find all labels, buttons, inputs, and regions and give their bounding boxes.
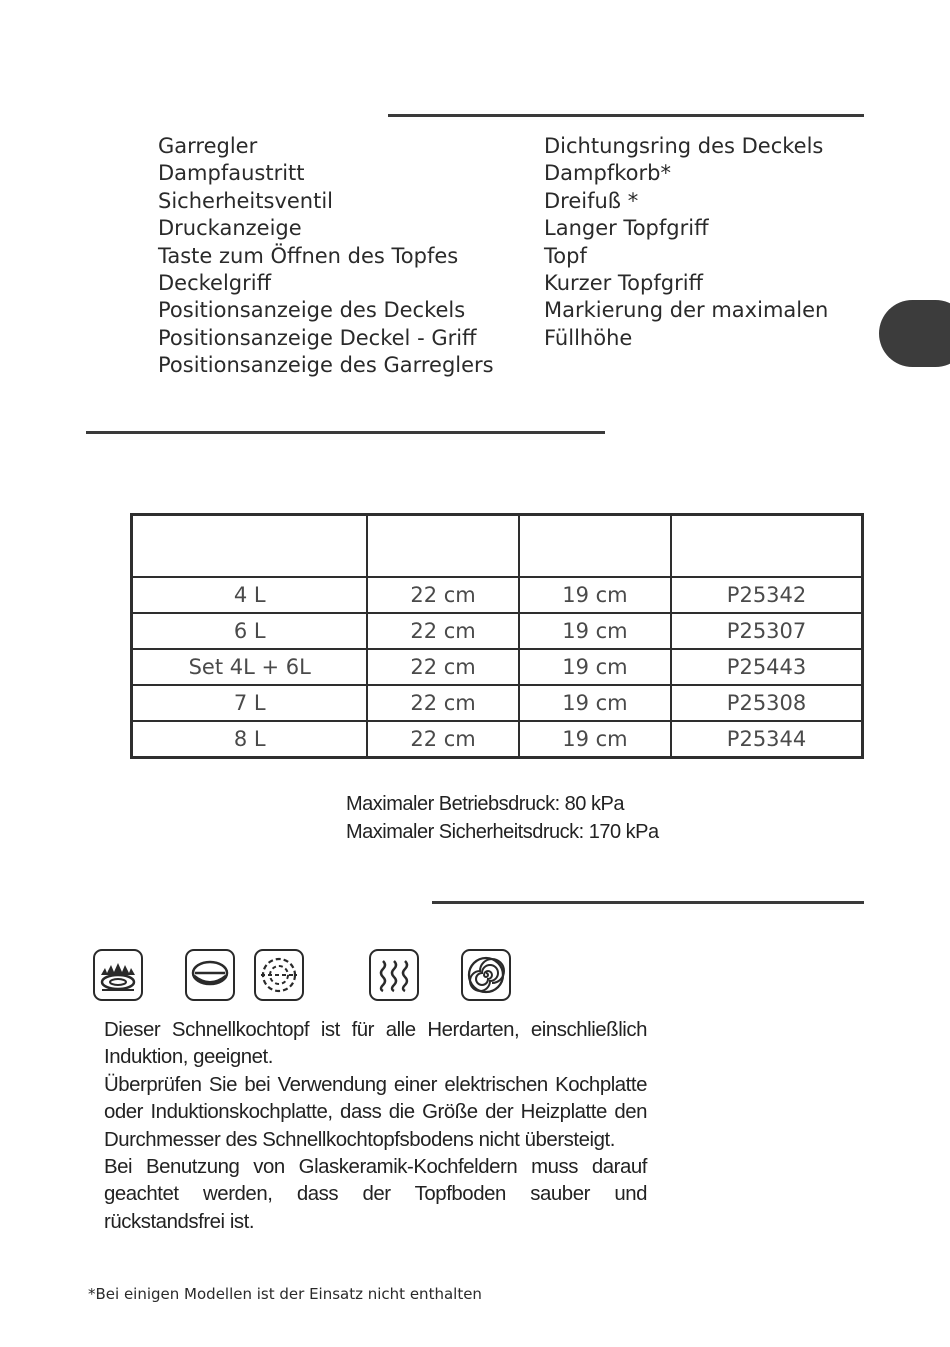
spec-table — [130, 513, 864, 759]
capacity-cell: 8 L — [132, 721, 368, 758]
table-header-cell — [519, 515, 671, 578]
part-item: Garregler — [158, 134, 258, 158]
base-diameter-cell: 19 cm — [519, 577, 671, 613]
part-item: Positionsanzeige des Garreglers — [158, 353, 494, 378]
gas-hob-icon — [93, 949, 143, 1001]
induction-hob-icon — [461, 949, 511, 1001]
capacity-cell: 7 L — [132, 685, 368, 721]
radiant-hob-icon — [369, 949, 419, 1001]
base-diameter-cell: 19 cm — [519, 685, 671, 721]
reference-cell: P25443 — [671, 649, 862, 685]
part-item: Taste zum Öffnen des Topfes — [158, 243, 459, 268]
reference-cell: P25342 — [671, 577, 862, 613]
halogen-hob-icon — [254, 949, 304, 1001]
diameter-cell: 22 cm — [367, 577, 518, 613]
base-diameter-cell: 19 cm — [519, 721, 671, 758]
paragraph: Überprüfen Sie bei Verwendung einer elektrischen Kochplatte oder Induktionskochplatte, dass die Größe der Heizplatte den Durchmesser des Schnellkochtopfsbodens nicht übersteigt. — [104, 1073, 647, 1151]
table-row — [132, 685, 863, 721]
part-item: Deckelgriff — [158, 271, 272, 296]
part-item: Topf — [544, 243, 587, 268]
footnote: *Bei einigen Modellen ist der Einsatz nicht enthalten — [88, 1285, 482, 1303]
diameter-cell: 22 cm — [367, 613, 518, 649]
capacity-cell: 6 L — [132, 613, 368, 649]
diameter-cell: 22 cm — [367, 685, 518, 721]
safety-pressure: Maximaler Sicherheitsdruck: 170 kPa — [346, 820, 659, 843]
section-rule-heat-sources — [432, 901, 864, 904]
part-item: Sicherheitsventil — [158, 188, 334, 213]
hob-icons-row — [0, 949, 950, 1005]
table-header-cell — [367, 515, 518, 578]
part-item: Dampfaustritt — [158, 161, 305, 186]
part-item: Dampfkorb* — [544, 161, 671, 186]
part-item: Kurzer Topfgriff — [544, 271, 704, 296]
parts-list-right — [544, 133, 828, 352]
table-row — [132, 577, 863, 613]
table-row — [132, 649, 863, 685]
capacity-cell: Set 4L + 6L — [132, 649, 368, 685]
base-diameter-cell: 19 cm — [519, 649, 671, 685]
base-diameter-cell: 19 cm — [519, 613, 671, 649]
part-item: Dichtungsring des Deckels — [544, 134, 824, 158]
part-item: Langer Topfgriff — [544, 216, 709, 241]
reference-cell: P25307 — [671, 613, 862, 649]
section-rule-parts — [388, 114, 864, 117]
diameter-cell: 22 cm — [367, 649, 518, 685]
part-item: Positionsanzeige des Deckels — [158, 298, 466, 323]
table-header-row — [132, 515, 863, 578]
diameter-cell: 22 cm — [367, 721, 518, 758]
parts-list-left — [158, 133, 494, 380]
language-tab-marker — [879, 300, 950, 367]
table-row — [132, 613, 863, 649]
part-item: Markierung der maximalen — [544, 298, 829, 323]
paragraph: Dieser Schnellkochtopf ist für alle Herdarten, einschließlich Induktion, geeignet. — [104, 1019, 647, 1069]
part-item: Druckanzeige — [158, 216, 302, 241]
table-header-cell — [671, 515, 862, 578]
paragraph: Bei Benutzung von Glaskeramik-Kochfeldern muss darauf geachtet werden, dass der Topfboden sauber und rückstandsfrei ist. — [104, 1156, 647, 1233]
table-header-cell — [132, 515, 368, 578]
pressure-info — [346, 791, 659, 846]
operating-pressure: Maximaler Betriebsdruck: 80 kPa — [346, 793, 624, 815]
part-item: Dreifuß * — [544, 188, 639, 213]
part-item: Positionsanzeige Deckel - Griff — [158, 325, 477, 350]
electric-plate-icon — [185, 949, 235, 1001]
reference-cell: P25344 — [671, 721, 862, 758]
table-row — [132, 721, 863, 758]
section-rule-specs — [86, 431, 605, 434]
reference-cell: P25308 — [671, 685, 862, 721]
part-item: Füllhöhe — [544, 325, 633, 350]
capacity-cell: 4 L — [132, 577, 368, 613]
hob-compatibility-text — [104, 1017, 647, 1236]
